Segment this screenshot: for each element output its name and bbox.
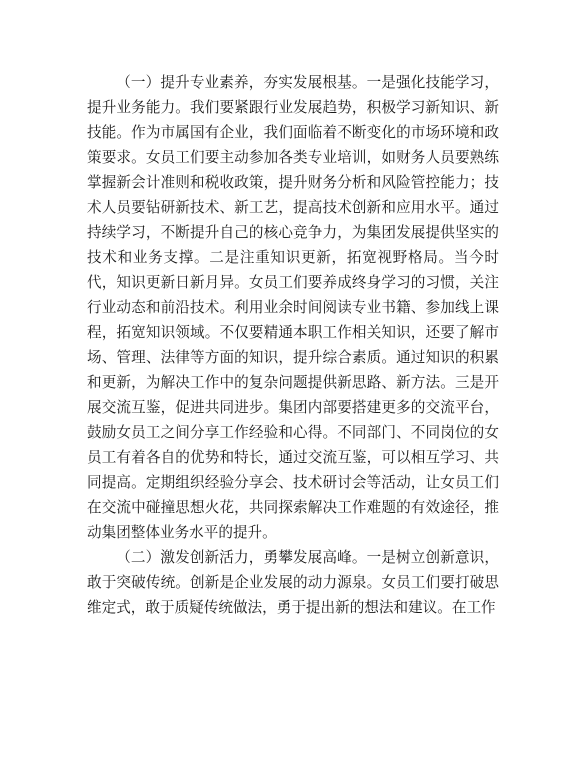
document-body (87, 70, 499, 620)
paragraph-1: （一）提升专业素养，夯实发展根基。一是强化技能学习，提升业务能力。我们要紧跟行业发展趋势，积极学习新知识、新技能。作为市属国有企业，我们面临着不断变化的市场环境和政策要求。女员工们要主动参加各类专业培训，如财务人员要熟练掌握新会计准则和税收政策，提升财务分析和风险管控能力；技术人员要钻研新技术、新工艺，提高技术创新和应用水平。通过持续学习，不断提升自己的核心竞争力，为集团发展提供坚实的技术和业务支撑。二是注重知识更新，拓宽视野格局。当今时代，知识更新日新月异。女员工们要养成终身学习的习惯，关注行业动态和前沿技术。利用业余时间阅读专业书籍、参加线上课程，拓宽知识领域。不仅要精通本职工作相关知识，还要了解市场、管理、法律等方面的知识，提升综合素质。通过知识的积累和更新，为解决工作中的复杂问题提供新思路、新方法。三是开展交流互鉴，促进共同进步。集团内部要搭建更多的交流平台，鼓励女员工之间分享工作经验和心得。不同部门、不同岗位的女员工有着各自的优势和特长，通过交流互鉴，可以相互学习、共同提高。定期组织经验分享会、技术研讨会等活动，让女员工们在交流中碰撞思想火花，共同探索解决工作难题的有效途径，推动集团整体业务水平的提升。 (87, 74, 499, 541)
paragraph-2: （二）激发创新活力，勇攀发展高峰。一是树立创新意识，敢于突破传统。创新是企业发展的动力源泉。女员工们要打破思维定式，敢于质疑传统做法，勇于提出新的想法和建议。在工作 (87, 549, 499, 616)
